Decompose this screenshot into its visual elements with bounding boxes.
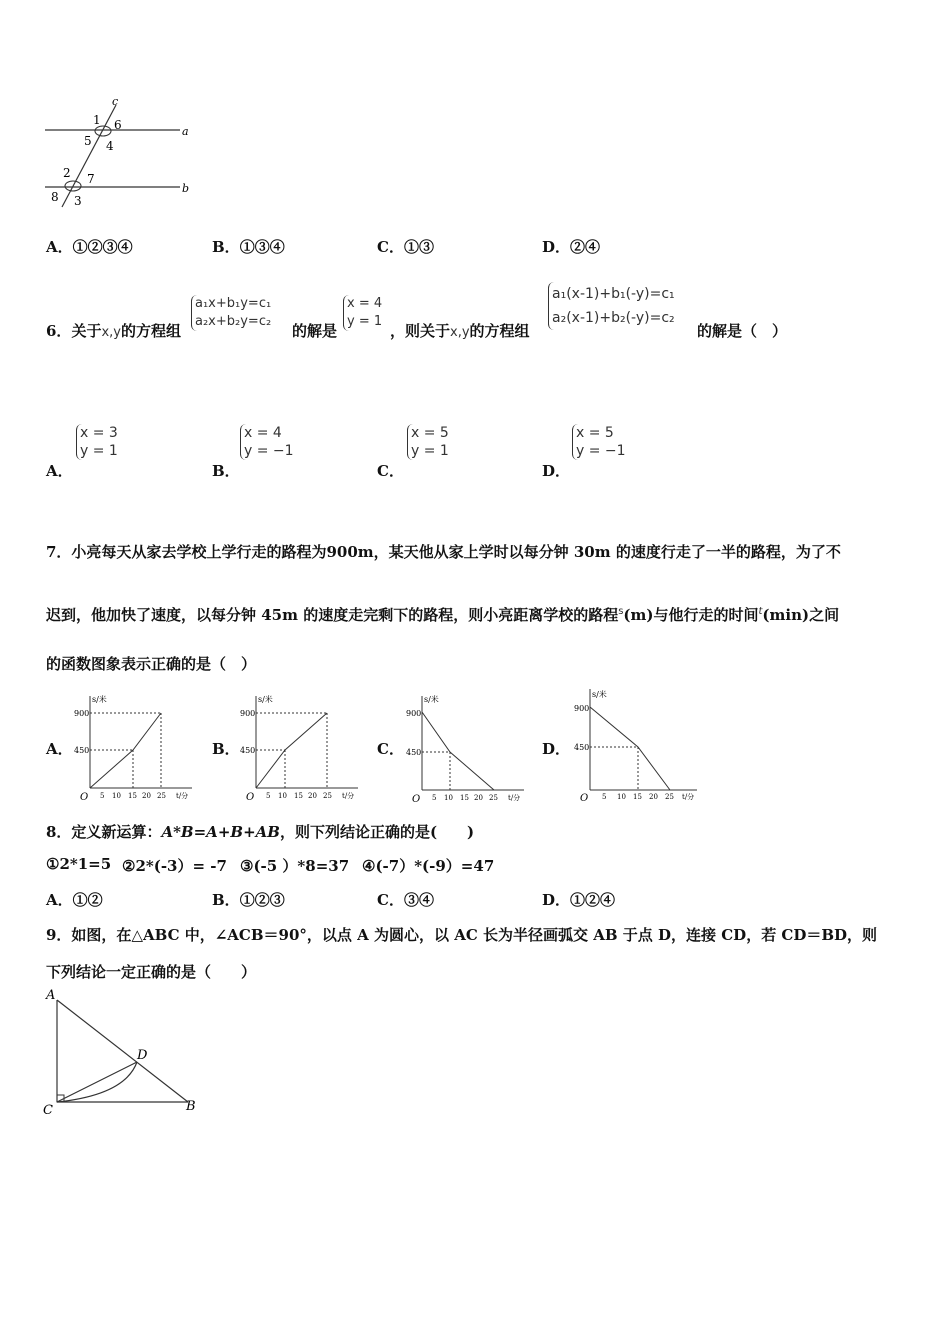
svg-text:20: 20 <box>649 793 658 801</box>
q8-statement: ③(-5 ）*8=37 <box>240 857 350 875</box>
fig-label: 7 <box>87 172 95 186</box>
svg-text:5: 5 <box>100 792 105 800</box>
svg-text:s/米: s/米 <box>92 695 107 704</box>
fig-label: 4 <box>106 139 114 153</box>
svg-text:10: 10 <box>617 793 626 801</box>
q7-option-d[interactable]: D． <box>542 740 571 758</box>
svg-text:900: 900 <box>74 709 90 718</box>
svg-text:t/分: t/分 <box>176 792 189 800</box>
vertex-label-a: A <box>46 988 56 1003</box>
svg-text:10: 10 <box>278 792 287 800</box>
q7-graph-d <box>572 685 702 805</box>
fig-label: a <box>182 125 189 138</box>
q6-stem-mid2: ，则关于x,y的方程组 <box>390 322 530 340</box>
svg-text:t/分: t/分 <box>342 792 355 800</box>
fig-label: b <box>182 182 190 195</box>
q8-option-d[interactable]: D．①②④ <box>542 891 616 909</box>
svg-text:900: 900 <box>240 709 256 718</box>
vertex-label-c: C <box>43 1103 53 1118</box>
q8-stem: 8．定义新运算：A*B=A+B+AB，则下列结论正确的是( ) <box>46 823 475 841</box>
q7-graph-a <box>72 690 197 805</box>
q6-stem-mid: 的解是 <box>292 322 338 340</box>
vertex-label-d: D <box>137 1048 148 1063</box>
svg-text:900: 900 <box>406 709 422 718</box>
q7-option-b[interactable]: B． <box>212 740 240 758</box>
svg-text:25: 25 <box>489 794 498 802</box>
fig-label: 5 <box>84 134 92 148</box>
svg-text:5: 5 <box>266 792 271 800</box>
fig-label: 1 <box>93 113 101 127</box>
fig-label: 8 <box>51 190 59 204</box>
fig-label: 6 <box>114 118 122 132</box>
svg-text:t/分: t/分 <box>508 794 521 802</box>
q8-option-c[interactable]: C．③④ <box>377 891 434 909</box>
svg-text:5: 5 <box>602 793 607 801</box>
q8-statement: ④(-7）*(-9）=47 <box>362 857 495 875</box>
fig-label: c <box>112 95 119 108</box>
q7-option-c[interactable]: C． <box>377 740 404 758</box>
q7-graph-b <box>238 690 363 805</box>
svg-text:O: O <box>80 792 89 803</box>
q6-stem-end: 的解是（ ） <box>697 322 788 340</box>
q5-option-c[interactable]: C．①③ <box>377 238 434 256</box>
fig-label: 3 <box>74 194 82 208</box>
q6-system-2: a₁(x-1)+b₁(-y)=c₁ a₂(x-1)+b₂(-y)=c₂ <box>548 282 675 330</box>
q7-line-3: 的函数图象表示正确的是（ ） <box>46 655 257 673</box>
q6-stem: 6．关于x,y的方程组 <box>46 322 181 340</box>
svg-text:10: 10 <box>444 794 453 802</box>
q5-option-b[interactable]: B．①③④ <box>212 238 285 256</box>
q8-statement: ②2*(-3）= -7 <box>122 857 227 875</box>
svg-text:t/分: t/分 <box>682 793 695 801</box>
svg-text:450: 450 <box>74 746 90 755</box>
vertex-label-b: B <box>186 1099 196 1114</box>
svg-text:s/米: s/米 <box>592 690 607 699</box>
svg-text:25: 25 <box>157 792 166 800</box>
svg-text:O: O <box>412 794 421 805</box>
q9-line-2: 下列结论一定正确的是（ ） <box>46 963 257 981</box>
q7-line-1: 7．小亮每天从家去学校上学行走的路程为900m，某天他从家上学时以每分钟 30m 的速度行走了一半的路程，为了不 <box>46 543 841 561</box>
svg-text:O: O <box>246 792 255 803</box>
parallel-lines-figure <box>40 95 200 210</box>
fig-label: 2 <box>63 166 71 180</box>
q8-option-b[interactable]: B．①②③ <box>212 891 285 909</box>
svg-text:5: 5 <box>432 794 437 802</box>
svg-text:900: 900 <box>574 704 590 713</box>
q6-given-solution: x = 4 y = 1 <box>343 295 382 331</box>
q8-statement: ①2*1=5 <box>46 855 112 873</box>
svg-text:s/米: s/米 <box>258 695 273 704</box>
q6-system-1: a₁x+b₁y=c₁ a₂x+b₂y=c₂ <box>191 295 271 331</box>
svg-text:20: 20 <box>142 792 151 800</box>
svg-text:O: O <box>580 793 589 804</box>
q7-option-a[interactable]: A． <box>46 740 73 758</box>
q8-option-a[interactable]: A．①② <box>46 891 103 909</box>
svg-text:10: 10 <box>112 792 121 800</box>
q7-graph-c <box>404 690 529 805</box>
triangle-abc-figure <box>40 985 210 1120</box>
svg-text:s/米: s/米 <box>424 695 439 704</box>
svg-text:15: 15 <box>633 793 642 801</box>
svg-text:450: 450 <box>240 746 256 755</box>
svg-text:20: 20 <box>474 794 483 802</box>
q7-line-2: 迟到，他加快了速度，以每分钟 45m 的速度走完剩下的路程，则小亮距离学校的路程$^s$(m)与他行走的时间$^t$(min)之间 <box>46 606 840 624</box>
svg-text:450: 450 <box>574 743 590 752</box>
svg-text:15: 15 <box>128 792 137 800</box>
q5-option-a[interactable]: A．①②③④ <box>46 238 133 256</box>
q5-option-d[interactable]: D．②④ <box>542 238 601 256</box>
svg-text:15: 15 <box>294 792 303 800</box>
svg-text:25: 25 <box>665 793 674 801</box>
svg-text:15: 15 <box>460 794 469 802</box>
q9-line-1: 9．如图，在△ABC 中，∠ACB＝90°，以点 A 为圆心，以 AC 长为半径画弧交 AB 于点 D，连接 CD，若 CD＝BD，则 <box>46 926 878 944</box>
svg-text:20: 20 <box>308 792 317 800</box>
svg-text:450: 450 <box>406 748 422 757</box>
svg-text:25: 25 <box>323 792 332 800</box>
